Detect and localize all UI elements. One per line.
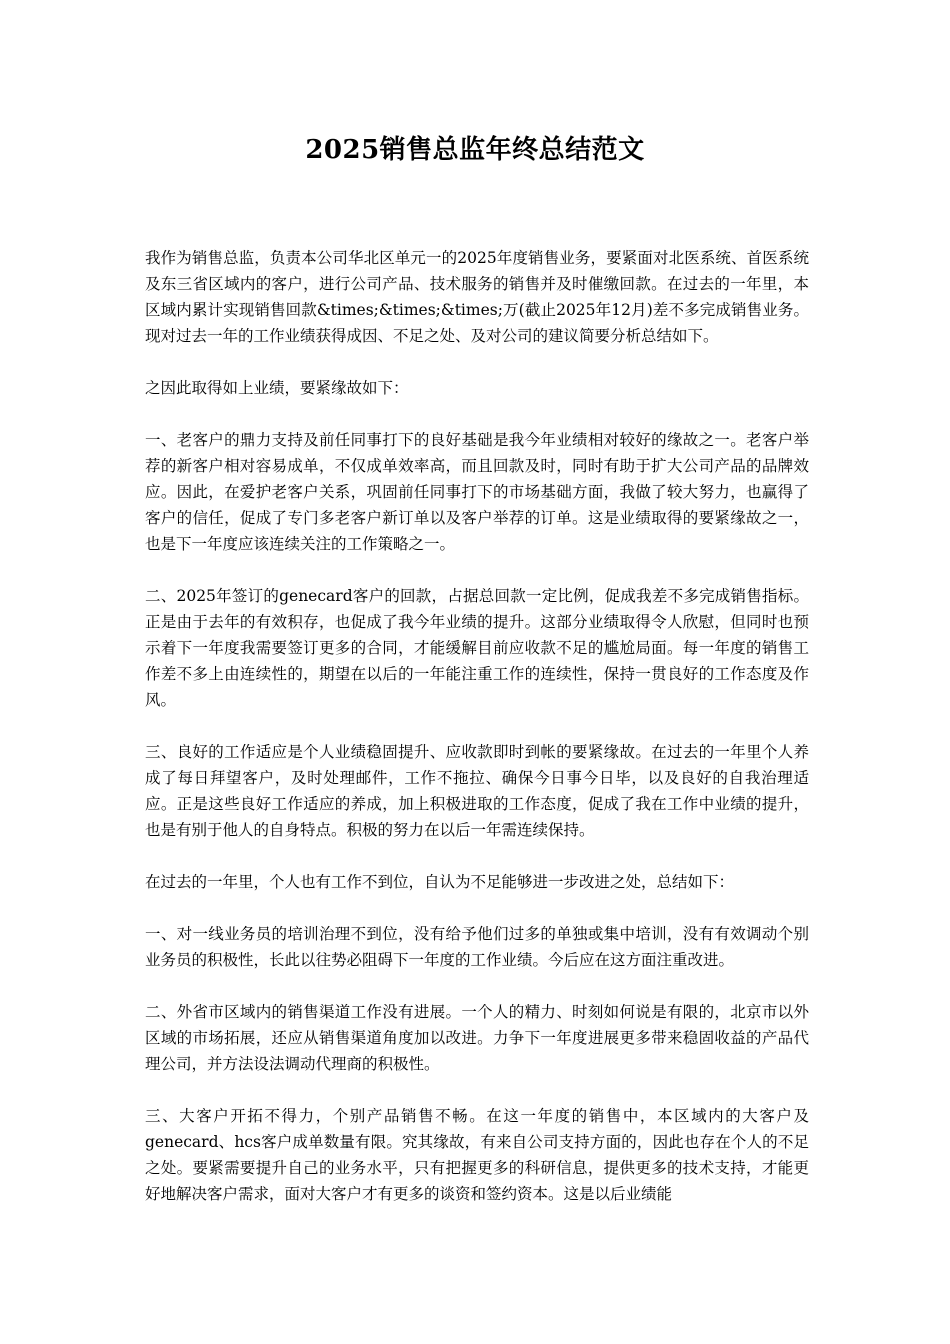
paragraph-reason-3: 三、良好的工作适应是个人业绩稳固提升、应收款即时到帐的要紧缘故。在过去的一年里个人养成了每日拜望客户，及时处理邮件，工作不拖拉、确保今日事今日毕，以及良好的自我治理适应。正是这些良好工作适应的养成，加上积极进取的工作态度，促成了我在工作中业绩的提升，也是有别于他人的自身特点。积极的努力在以后一年需连续保持。 (145, 743, 809, 839)
paragraph-reason-1: 一、老客户的鼎力支持及前任同事打下的良好基础是我今年业绩相对较好的缘故之一。老客户举荐的新客户相对容易成单，不仅成单效率高，而且回款及时，同时有助于扩大公司产品的品牌效应。因此，在爱护老客户关系，巩固前任同事打下的市场基础方面，我做了较大努力，也赢得了客户的信任，促成了专门多老客户新订单以及客户举荐的订单。这是业绩取得的要紧缘故之一，也是下一年度应该连续关注的工作策略之一。 (145, 431, 809, 553)
paragraph-shortcoming-1: 一、对一线业务员的培训治理不到位，没有给予他们过多的单独或集中培训，没有有效调动个别业务员的积极性，长此以往势必阻碍下一年度的工作业绩。今后应在这方面注重改进。 (145, 925, 809, 969)
document-body (145, 245, 809, 1233)
paragraph-reasons-heading: 之因此取得如上业绩，要紧缘故如下： (145, 379, 409, 397)
paragraph-shortcoming-3: 三、大客户开拓不得力，个别产品销售不畅。在这一年度的销售中，本区域内的大客户及genecard、hcs客户成单数量有限。究其缘故，有来自公司支持方面的，因此也存在个人的不足之处。要紧需要提升自己的业务水平，只有把握更多的科研信息，提供更多的技术支持，才能更好地解决客户需求，面对大客户才有更多的谈资和签约资本。这是以后业绩能 (145, 1107, 809, 1203)
document-title: 2025销售总监年终总结范文 (305, 135, 645, 165)
paragraph-reason-2: 二、2025年签订的genecard客户的回款，占据总回款一定比例，促成我差不多完成销售指标。正是由于去年的有效积存，也促成了我今年业绩的提升。这部分业绩取得令人欣慰，但同时也预示着下一年度我需要签订更多的合同，才能缓解目前应收款不足的尴尬局面。每一年度的销售工作差不多上由连续性的，期望在以后的一年能注重工作的连续性，保持一贯良好的工作态度及作风。 (145, 587, 809, 709)
paragraph-shortcomings-heading: 在过去的一年里，个人也有工作不到位，自认为不足能够进一步改进之处，总结如下： (145, 873, 735, 891)
paragraph-intro: 我作为销售总监，负责本公司华北区单元一的2025年度销售业务，要紧面对北医系统、首医系统及东三省区域内的客户，进行公司产品、技术服务的销售并及时催缴回款。在过去的一年里，本区域内累计实现销售回款&times;&times;&times;万(截止2025年12月)差不多完成销售业务。现对过去一年的工作业绩获得成因、不足之处、及对公司的建议简要分析总结如下。 (145, 249, 809, 345)
paragraph-shortcoming-2: 二、外省市区域内的销售渠道工作没有进展。一个人的精力、时刻如何说是有限的，北京市以外区域的市场拓展，还应从销售渠道角度加以改进。力争下一年度进展更多带来稳固收益的产品代理公司，并方法设法调动代理商的积极性。 (145, 1003, 809, 1073)
